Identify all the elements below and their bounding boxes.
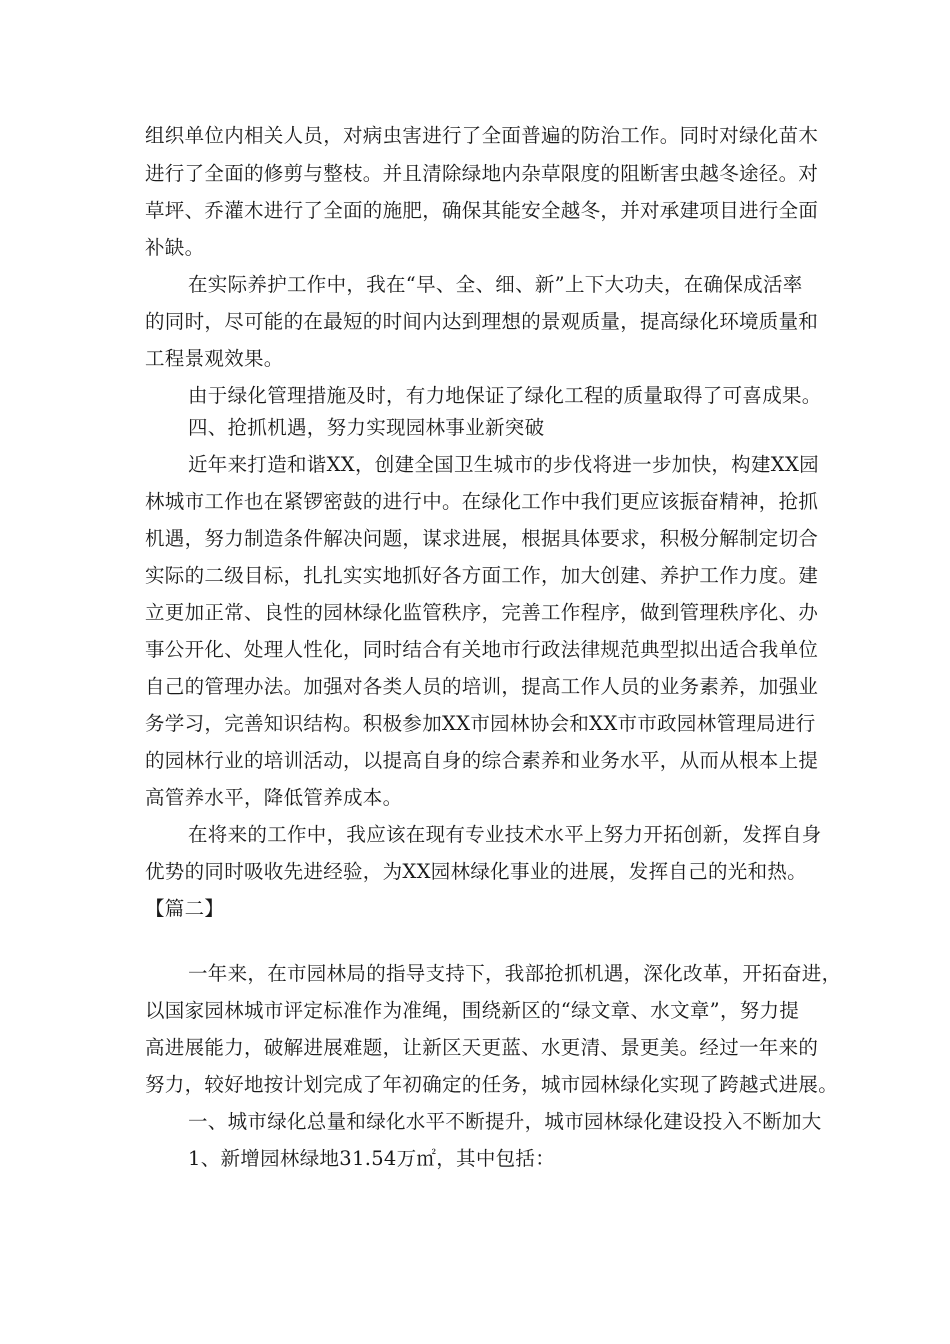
text-line: 务学习，完善知识结构。积极参加XX市园林协会和XX市市政园林管理局进行 — [145, 712, 816, 735]
text-line: 补缺。 — [145, 236, 205, 259]
text-line: 的园林行业的培训活动，以提高自身的综合素养和业务水平，从而从根本上提 — [145, 749, 819, 772]
text-line: 由于绿化管理措施及时，有力地保证了绿化工程的质量取得了可喜成果。 — [188, 384, 822, 407]
part-heading: 【篇二】 — [145, 897, 225, 920]
text-line: 近年来打造和谐XX，创建全国卫生城市的步伐将进一步加快，构建XX园 — [188, 453, 819, 476]
text-line: 优势的同时吸收先进经验，为XX园林绿化事业的进展，发挥自己的光和热。 — [145, 860, 807, 883]
text-line: 一年来，在市园林局的指导支持下，我部抢抓机遇，深化改革，开拓奋进， — [188, 962, 842, 985]
text-line: 在将来的工作中，我应该在现有专业技术水平上努力开拓创新，发挥自身 — [188, 823, 822, 846]
text-line: 组织单位内相关人员，对病虫害进行了全面普遍的防治工作。同时对绿化苗木 — [145, 124, 819, 147]
text-line: 以国家园林城市评定标准作为准绳，围绕新区的“绿文章、水文章”，努力提 — [145, 999, 800, 1022]
text-line: 的同时，尽可能的在最短的时间内达到理想的景观质量，提高绿化环境质量和 — [145, 310, 819, 333]
text-line: 草坪、乔灌木进行了全面的施肥，确保其能安全越冬，并对承建项目进行全面 — [145, 199, 819, 222]
text-line: 自己的管理办法。加强对各类人员的培训，提高工作人员的业务素养，加强业 — [145, 675, 819, 698]
text-line: 高进展能力，破解进展难题，让新区天更蓝、水更清、景更美。经过一年来的 — [145, 1036, 819, 1059]
text-line: 在实际养护工作中，我在“早、全、细、新”上下大功夫，在确保成活率 — [188, 273, 803, 296]
text-line: 立更加正常、良性的园林绿化监管秩序，完善工作程序，做到管理秩序化、办 — [145, 601, 819, 624]
text-line: 进行了全面的修剪与整枝。并且清除绿地内杂草限度的阻断害虫越冬途径。对 — [145, 162, 819, 185]
list-item: 1、新增园林绿地31.54万㎡，其中包括： — [188, 1147, 556, 1170]
text-line: 机遇，努力制造条件解决问题，谋求进展，根据具体要求，积极分解制定切合 — [145, 527, 819, 550]
text-line: 努力，较好地按计划完成了年初确定的任务，城市园林绿化实现了跨越式进展。 — [145, 1073, 839, 1096]
text-line: 工程景观效果。 — [145, 347, 284, 370]
text-line: 事公开化、处理人性化，同时结合有关地市行政法律规范典型拟出适合我单位 — [145, 638, 819, 661]
section-heading: 一、城市绿化总量和绿化水平不断提升，城市园林绿化建设投入不断加大 — [188, 1110, 822, 1133]
text-line: 实际的二级目标，扎扎实实地抓好各方面工作，加大创建、养护工作力度。建 — [145, 564, 819, 587]
text-line: 林城市工作也在紧锣密鼓的进行中。在绿化工作中我们更应该振奋精神，抢抓 — [145, 490, 819, 513]
text-line: 高管养水平，降低管养成本。 — [145, 786, 403, 809]
section-heading: 四、抢抓机遇，努力实现园林事业新突破 — [188, 416, 545, 439]
